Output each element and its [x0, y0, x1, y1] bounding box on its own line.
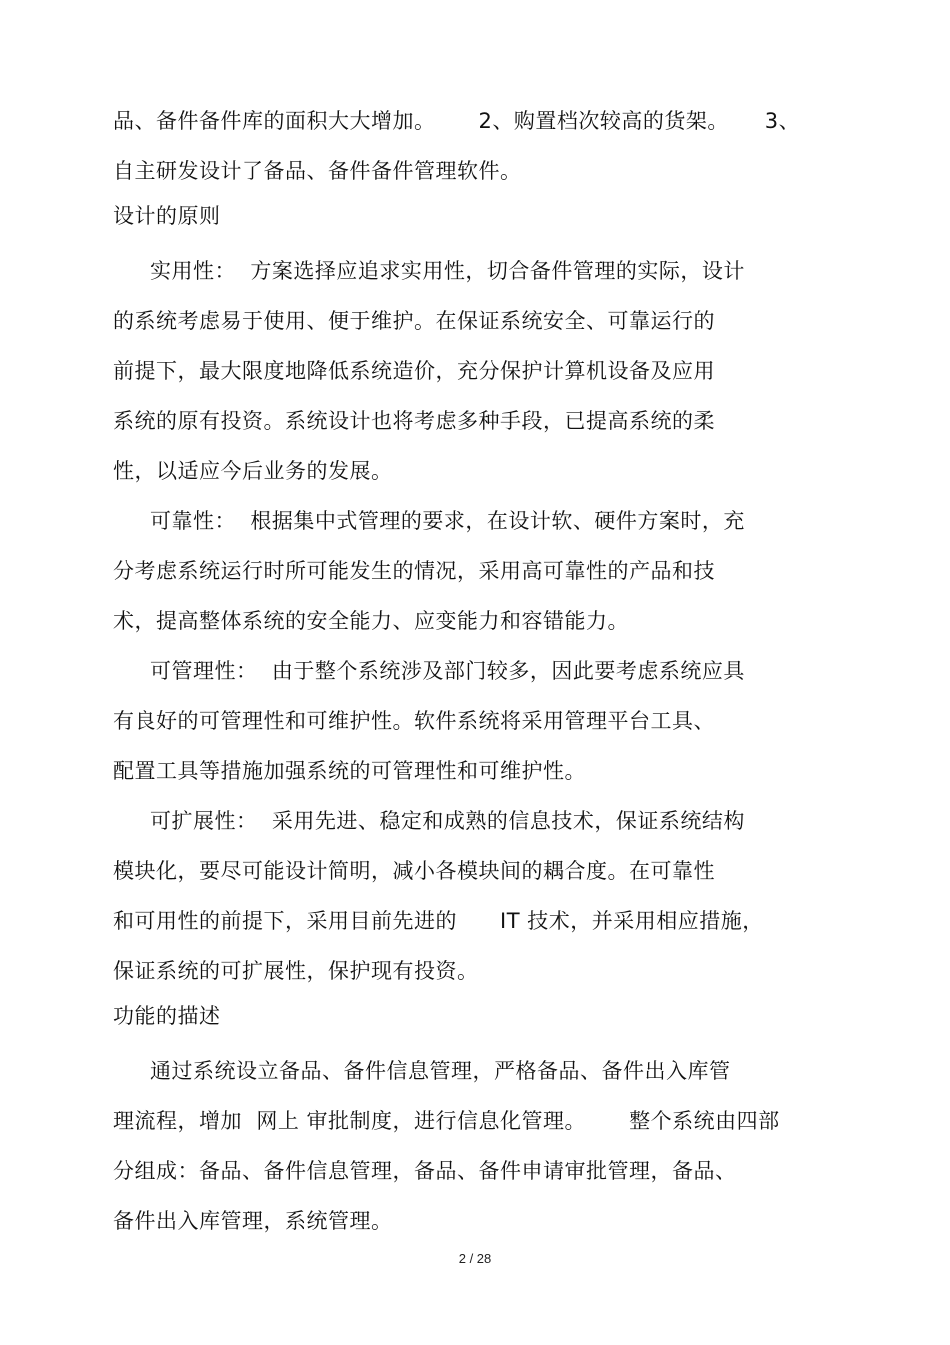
- paragraph-first-line: 可扩展性： 采用先进、稳定和成熟的信息技术，保证系统结构: [150, 809, 745, 833]
- paragraph-first-line: 可管理性： 由于整个系统涉及部门较多，因此要考虑系统应具: [150, 659, 745, 683]
- text-line: 备件出入库管理，系统管理。: [113, 1209, 393, 1233]
- section-heading: 功能的描述: [113, 1004, 221, 1028]
- text-line: 分组成：备品、备件信息管理，备品、备件申请审批管理，备品、: [113, 1159, 737, 1183]
- text-line: 理流程，增加 网上 审批制度，进行信息化管理。 整个系统由四部: [113, 1109, 780, 1133]
- text-line: 保证系统的可扩展性，保护现有投资。: [113, 959, 479, 983]
- text-line: 和可用性的前提下，采用目前先进的 IT 技术，并采用相应措施，: [113, 909, 764, 933]
- text-line: 前提下，最大限度地降低系统造价，充分保护计算机设备及应用: [113, 359, 715, 383]
- section-heading: 设计的原则: [113, 204, 221, 228]
- text-line: 模块化，要尽可能设计简明，减小各模块间的耦合度。在可靠性: [113, 859, 715, 883]
- page-number: 2 / 28: [458, 1251, 492, 1266]
- paragraph-first-line: 实用性： 方案选择应追求实用性，切合备件管理的实际，设计: [150, 259, 745, 283]
- text-line: 配置工具等措施加强系统的可管理性和可维护性。: [113, 759, 586, 783]
- paragraph-first-line: 可靠性： 根据集中式管理的要求，在设计软、硬件方案时，充: [150, 509, 745, 533]
- text-line: 系统的原有投资。系统设计也将考虑多种手段，已提高系统的柔: [113, 409, 715, 433]
- text-line: 的系统考虑易于使用、便于维护。在保证系统安全、可靠运行的: [113, 309, 715, 333]
- text-line: 自主研发设计了备品、备件备件管理软件。: [113, 159, 522, 183]
- text-line: 分考虑系统运行时所可能发生的情况，采用高可靠性的产品和技: [113, 559, 715, 583]
- text-line: 品、备件备件库的面积大大增加。 2、购置档次较高的货架。 3、: [113, 109, 801, 133]
- text-line: 术，提高整体系统的安全能力、应变能力和容错能力。: [113, 609, 629, 633]
- text-line: 性，以适应今后业务的发展。: [113, 459, 393, 483]
- text-line: 有良好的可管理性和可维护性。软件系统将采用管理平台工具、: [113, 709, 715, 733]
- paragraph-first-line: 通过系统设立备品、备件信息管理，严格备品、备件出入库管: [150, 1059, 731, 1083]
